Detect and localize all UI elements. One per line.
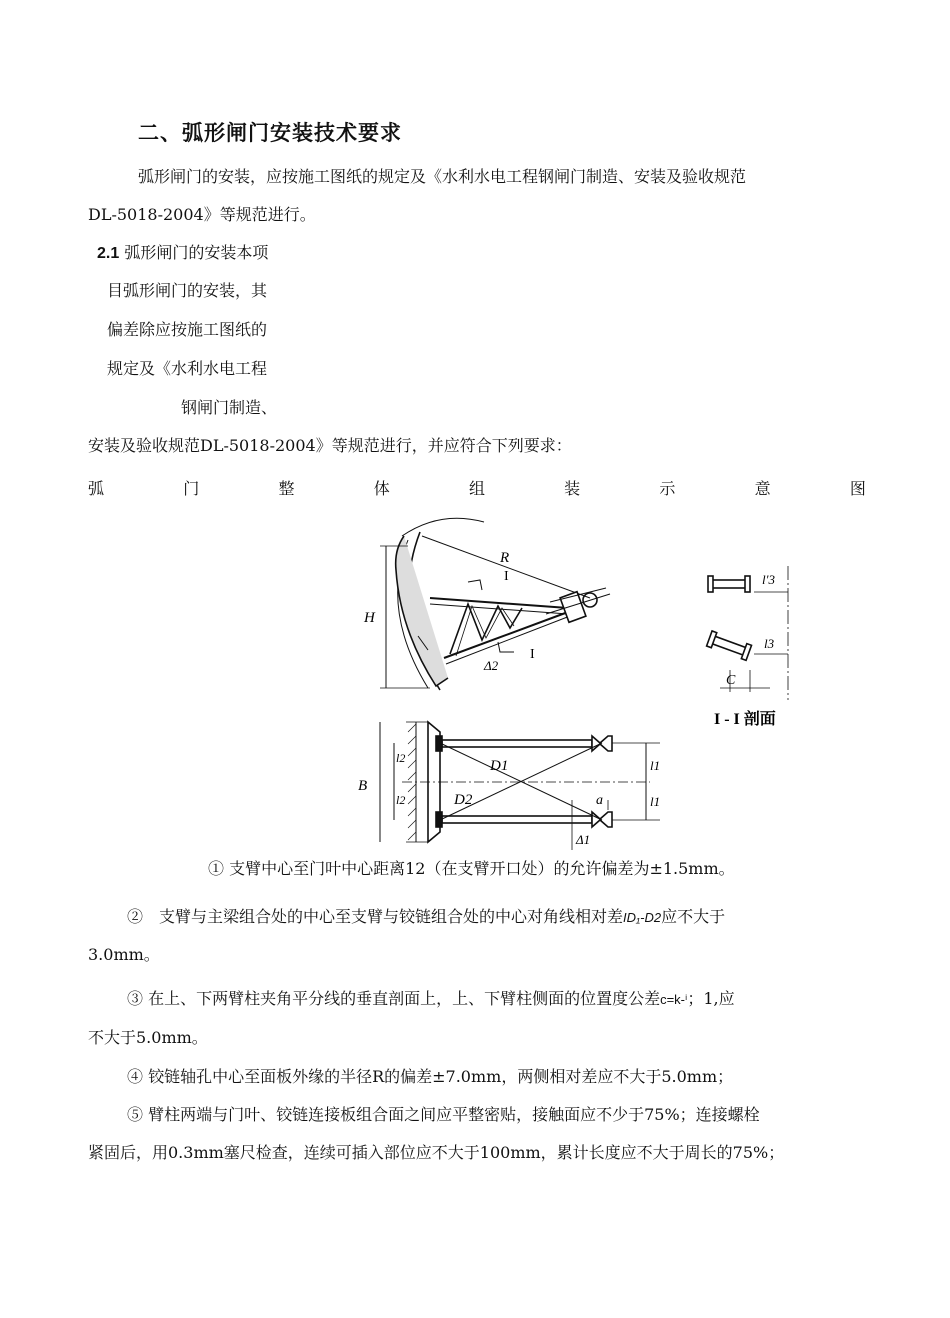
label-H: H [364, 610, 375, 626]
requirement-2-line-2: 3.0mm。 [88, 945, 160, 964]
label-l3-prime: l′3 [762, 572, 775, 587]
radius-line [422, 536, 590, 598]
plan-upper-arm [442, 740, 592, 747]
label-D2: D2 [454, 792, 473, 808]
subsection-line-6: 安装及验收规范DL-5018-2004》等规范进行，并应符合下列要求： [88, 436, 572, 455]
plan-lower-arm [442, 816, 592, 823]
label-l1-b: l1 [650, 794, 661, 809]
label-B: B [358, 778, 368, 794]
requirement-4: ④ 铰链轴孔中心至面板外缘的半径R的偏差±7.0mm，两侧相对差应不大于5.0mm； [127, 1067, 734, 1086]
label-R: R [500, 550, 510, 566]
intro-line-2: DL-5018-2004》等规范进行。 [88, 205, 316, 224]
intro-line-1: 弧形闸门的安装，应按施工图纸的规定及《水利水电工程钢闸门制造、安装及验收规范 [138, 167, 747, 186]
truss [450, 604, 522, 654]
section-bottom-member [707, 631, 752, 660]
caption-char: 体 [373, 479, 390, 498]
subsection-line-4: 规定及《水利水电工程 [107, 359, 268, 378]
label-I-bottom: I [530, 647, 535, 662]
caption-char: 组 [468, 479, 485, 498]
caption-char: 示 [659, 479, 676, 498]
requirement-3-text: ③ 在上、下两臂柱夹角平分线的垂直剖面上，上、下臂柱侧面的位置度公差 [127, 989, 661, 1008]
requirement-2-text: ② 支臂与主梁组合处的中心至支臂与铰链组合处的中心对角线相对差 [127, 907, 624, 926]
caption-char: 整 [278, 479, 295, 498]
label-delta2: Δ2 [484, 658, 499, 673]
subsection-text-1: 弧形闸门的安装本项 [124, 243, 269, 262]
caption-char: 图 [849, 479, 866, 498]
skin-plate-face [396, 536, 448, 686]
radius-arc [402, 518, 484, 536]
requirement-3-formula: c=k-ⁱ [660, 992, 688, 1007]
label-D1: D1 [490, 758, 509, 774]
requirement-5-line-1: ⑤ 臂柱两端与门叶、铰链连接板组合面之间应平整密贴，接触面应不少于75%；连接螺栓 [127, 1105, 760, 1124]
subsection-line-3: 偏差除应按施工图纸的 [107, 320, 268, 339]
caption-char: 弧 [88, 479, 105, 498]
label-delta1: Δ1 [576, 832, 591, 847]
caption-char: 装 [564, 479, 581, 498]
subsection-line-1 [97, 240, 268, 263]
subsection-line-2: 目弧形闸门的安装，其 [107, 281, 268, 300]
requirement-2-line-1 [127, 904, 725, 927]
caption-char: 意 [754, 479, 771, 498]
requirement-2-tail: 应不大于 [661, 907, 726, 926]
section-heading: 二、弧形闸门安装技术要求 [138, 121, 402, 145]
requirement-3-line-1 [127, 986, 735, 1009]
requirement-2-formula: ID₁-D2 [623, 910, 662, 925]
label-l2-b: l2 [396, 793, 406, 807]
figure-caption [88, 476, 866, 499]
gate-assembly-drawing [350, 510, 830, 855]
requirement-3-line-2: 不大于5.0mm。 [88, 1028, 208, 1047]
label-a: a [596, 793, 603, 808]
requirement-3-tail: ；1,应 [687, 989, 735, 1008]
section-top-member [712, 580, 746, 588]
label-I-top: I [504, 569, 509, 584]
subsection-number: 2.1 [97, 245, 120, 262]
subsection-line-5: 钢闸门制造、 [181, 398, 278, 417]
caption-char: 门 [183, 479, 200, 498]
label-l1-a: l1 [650, 758, 661, 773]
label-C: C [726, 673, 736, 688]
requirement-5-line-2: 紧固后，用0.3mm塞尺检查，连续可插入部位应不大于100mm，累计长度应不大于周长的75%； [88, 1143, 785, 1162]
label-l3: l3 [764, 636, 775, 651]
section-title: I - I 剖面 [714, 711, 776, 728]
requirement-1: ① 支臂中心至门叶中心距离12（在支臂开口处）的允许偏差为±1.5mm。 [208, 859, 735, 878]
label-l2-a: l2 [396, 751, 406, 765]
